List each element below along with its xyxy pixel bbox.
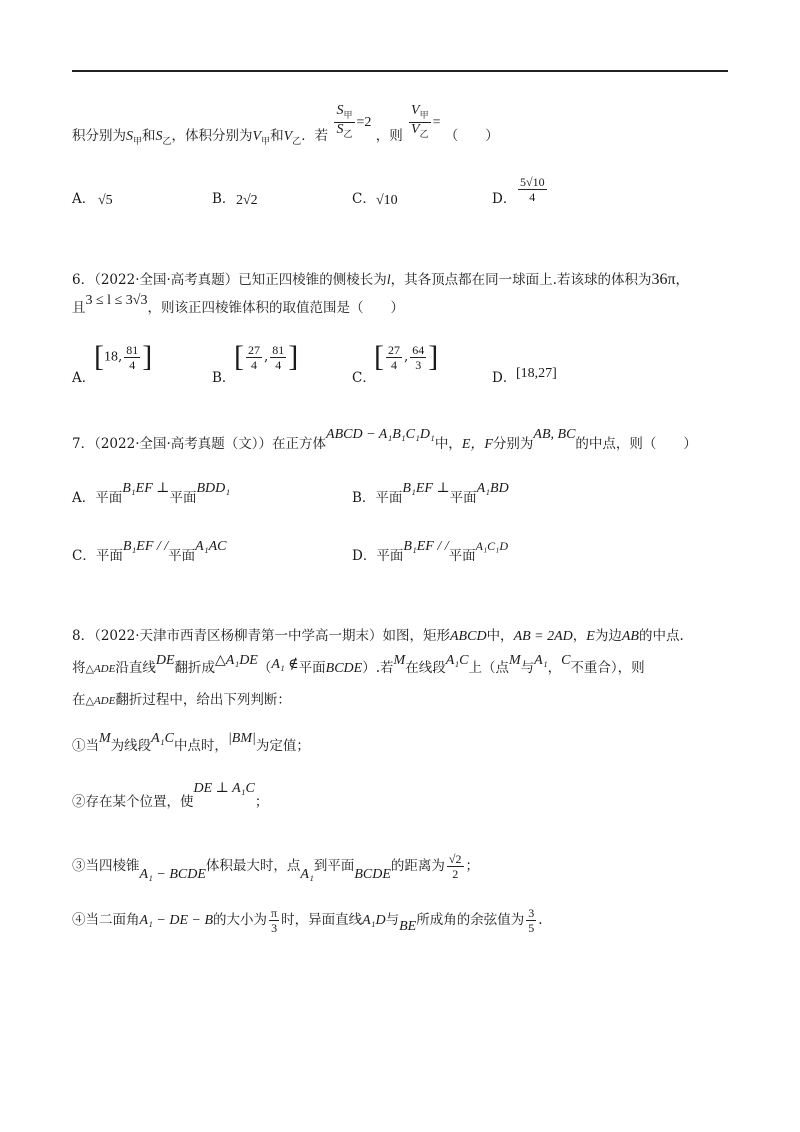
q5-text: 积分别为: [72, 127, 126, 144]
s-jia: $S_甲$: [126, 128, 143, 146]
q7-stem: 7．（2022·全国·高考真题（文））在正方体ABCD − A₁B₁C₁D₁中，E，F分别为AB, BC的中点，则（ ）: [72, 427, 697, 452]
q5-option-b-value: 2√2: [236, 193, 258, 208]
q6-stem-line2: 且3 ≤ l ≤ 3√3，则该正四棱锥体积的取值范围是（ ）: [72, 293, 404, 316]
q6-inequality: 3 ≤ l ≤ 3√3: [85, 293, 148, 308]
q7-option-a[interactable]: A．平面B₁EF ⊥平面BDD₁: [72, 481, 231, 506]
q6-option-a-value: [18, $\frac{81}{4}$ ]: [94, 340, 153, 373]
q5-option-d-value: $\frac{5√10}{4}$: [520, 175, 545, 204]
v-jia: $V_甲$: [252, 128, 271, 146]
q5-option-b[interactable]: B．: [212, 191, 236, 207]
q5-condition: $\frac{S_甲}{S_乙}$ =2: [336, 103, 372, 139]
q8-stem-line2: 将△ADE沿直线DE翻折成△A₁DE（A₁ ∉平面BCDE）.若M在线段A₁C上（点M与A₁，C不重合），则: [72, 653, 645, 676]
q6-option-d[interactable]: D．: [492, 370, 517, 386]
q5-stem: 积分别为$S_甲$和$S_乙$，体积分别为$V_甲$和$V_乙$．若 $\frac{S_甲}{S_乙}$ =2 ，则 $\frac{V_甲}{V_乙}$ = （ ）: [72, 103, 499, 146]
q5-option-d[interactable]: D．: [492, 191, 517, 207]
q8-stem-line3: 在△ADE翻折过程中，给出下列判断：: [72, 692, 291, 708]
q6-option-c[interactable]: C．: [352, 370, 376, 386]
q5-option-a-value: √5: [98, 193, 113, 208]
q6-stem-line1: 6．（2022·全国·高考真题）已知正四棱锥的侧棱长为l，其各顶点都在同一球面上.若该球的体积为36π，: [72, 271, 690, 288]
q6-option-a[interactable]: A．: [72, 370, 96, 386]
q5-option-c[interactable]: C．: [352, 191, 376, 207]
q5-ratio: $\frac{V_甲}{V_乙}$ =: [411, 103, 441, 139]
q6-option-b-value: [ $\frac{27}{4}$ , $\frac{81}{4}$ ]: [234, 340, 299, 373]
header-rule: [72, 70, 728, 72]
s-yi: $S_乙$: [155, 128, 172, 146]
q8-judgement-3: ③当四棱锥A₁ − BCDE体积最大时，点A₁到平面BCDE的距离为 $\frac{√2}{2}$ ；: [72, 852, 479, 882]
q5-option-c-value: √10: [376, 193, 398, 208]
q6-l-var: l: [386, 273, 391, 288]
q5-option-a[interactable]: A．: [72, 191, 96, 207]
q6-volume: 36π: [651, 271, 676, 288]
q7-option-b[interactable]: B．平面B₁EF ⊥平面A₁BD: [352, 481, 509, 506]
q8-stem-line1: 8．（2022·天津市西青区杨柳青第一中学高一期末）如图，矩形ABCD中，AB = 2AD，E为边AB的中点.: [72, 628, 684, 644]
q7-option-c[interactable]: C．平面B₁EF / /平面A₁AC: [72, 539, 227, 564]
q6-option-d-value: [18,27]: [516, 366, 557, 381]
q7-cube: ABCD − A₁B₁C₁D₁: [326, 427, 435, 442]
q6-option-b[interactable]: B．: [212, 370, 236, 386]
q6-option-c-value: [ $\frac{27}{4}$ , $\frac{64}{3}$ ]: [374, 340, 439, 373]
q8-judgement-4: ④当二面角A₁ − DE − B的大小为 $\frac{\pi}{3}$ 时，异面直线A₁D与BE所成角的余弦值为 $\frac{3}{5}$ .: [72, 906, 543, 935]
q7-option-d[interactable]: D．平面B₁EF / /平面A₁C₁D: [352, 539, 508, 564]
q8-judgement-2: ②存在某个位置，使DE ⊥ A₁C；: [72, 781, 269, 810]
q8-judgement-1: ①当M为线段A₁C中点时，|BM|为定值；: [72, 731, 310, 754]
v-yi: $V_乙$: [283, 128, 302, 146]
